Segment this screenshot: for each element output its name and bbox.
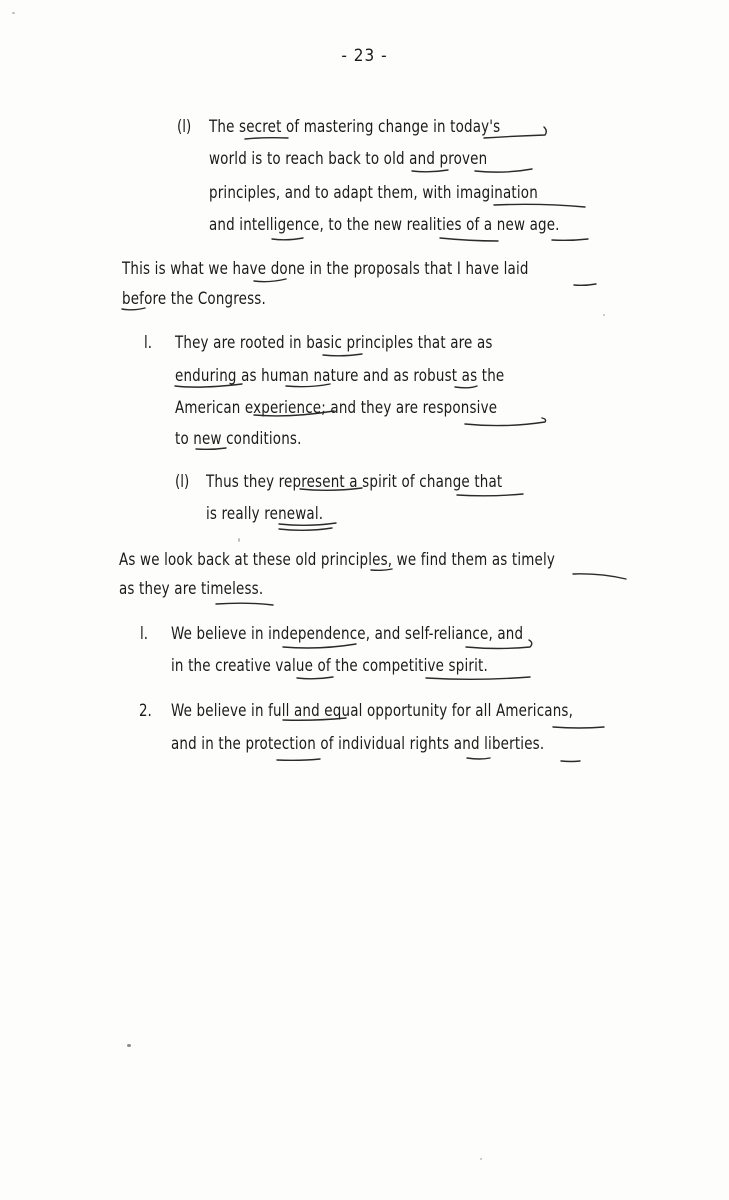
numbered-item-1-line-2: enduring as human nature and as robust as the xyxy=(175,366,505,386)
scan-speck xyxy=(480,1158,482,1160)
sub-point-2-line-2: is really renewal. xyxy=(206,504,324,524)
sub-point-1-marker: (l) xyxy=(177,117,192,137)
list-item-line-1: We believe in independence, and self-reliance, and xyxy=(171,624,524,644)
paragraph-1-line-1: This is what we have done in the proposals that I have laid xyxy=(122,259,529,279)
sub-point-1-line-3: principles, and to adapt them, with imagination xyxy=(209,183,538,203)
sub-point-1-line-1: The secret of mastering change in today's xyxy=(209,117,501,137)
list-item-marker: 2. xyxy=(139,701,152,721)
numbered-item-1-line-4: to new conditions. xyxy=(175,429,302,449)
numbered-item-1-line-1: They are rooted in basic principles that are as xyxy=(175,333,493,353)
list-item-line-2: and in the protection of individual rights and liberties. xyxy=(171,734,545,754)
list-item-marker: l. xyxy=(140,624,149,644)
sub-point-1-line-2: world is to reach back to old and proven xyxy=(209,149,488,169)
paragraph-1-line-2: before the Congress. xyxy=(122,289,266,309)
paragraph-2-line-2: as they are timeless. xyxy=(119,579,264,599)
scan-speck xyxy=(12,12,15,14)
scan-speck xyxy=(127,1044,131,1047)
scan-speck xyxy=(603,314,605,316)
sub-point-2-marker: (l) xyxy=(175,472,190,492)
paragraph-2-line-1: As we look back at these old principles, we find them as timely xyxy=(119,550,556,570)
sub-point-2-line-1: Thus they represent a spirit of change that xyxy=(206,472,503,492)
sub-point-1-line-4: and intelligence, to the new realities of a new age. xyxy=(209,215,560,235)
scan-speck xyxy=(238,538,240,542)
page-number: - 23 - xyxy=(341,46,388,66)
numbered-item-1-marker: l. xyxy=(144,333,153,353)
list-item-line-2: in the creative value of the competitive spirit. xyxy=(171,656,488,676)
list-item-line-1: We believe in full and equal opportunity for all Americans, xyxy=(171,701,574,721)
numbered-item-1-line-3: American experience; and they are responsive xyxy=(175,398,498,418)
